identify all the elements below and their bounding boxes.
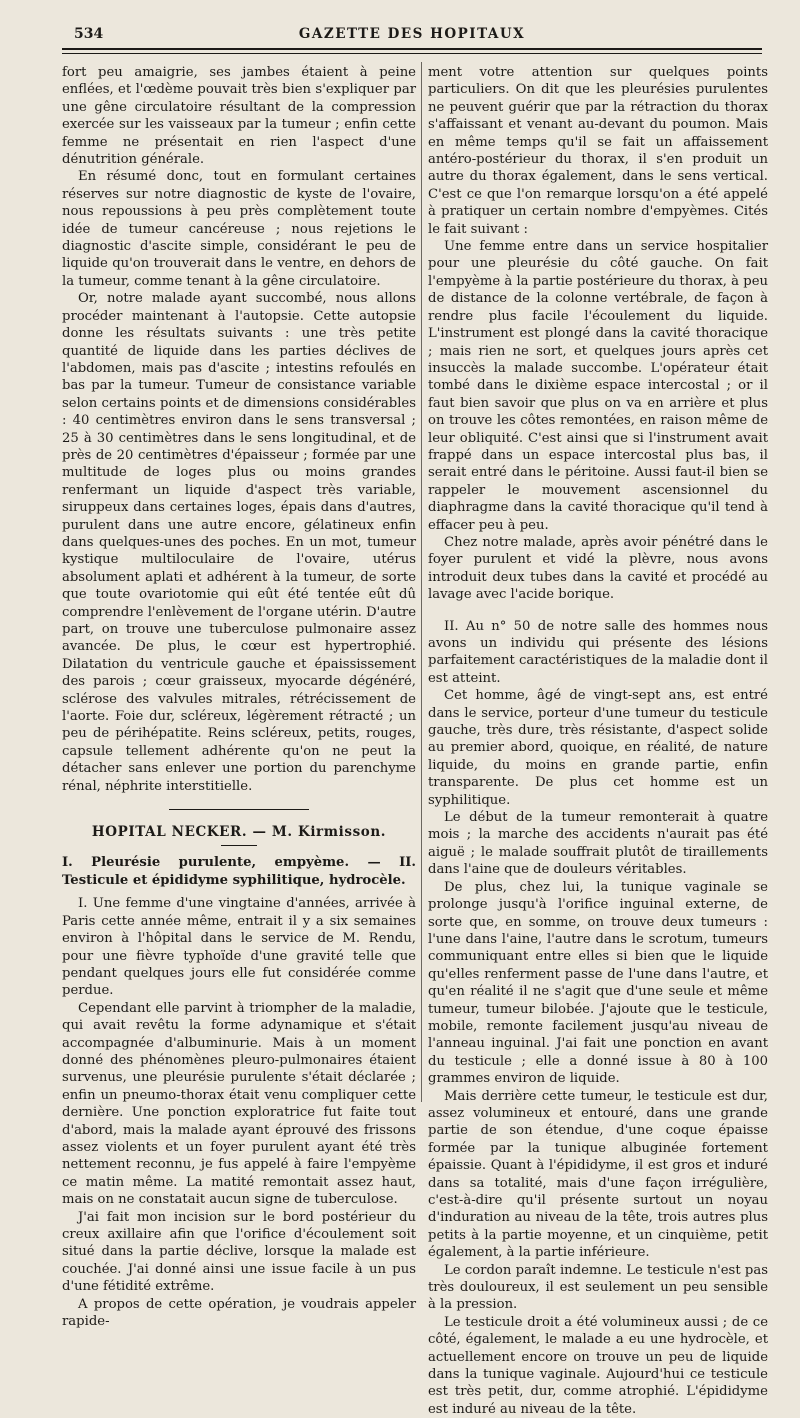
paragraph: II. Au n° 50 de notre salle des hommes nous avons un individu qui présente des lésions parfaitement caractéristiques de la maladie dont il est atteint. xyxy=(428,618,768,686)
page-header xyxy=(62,26,762,46)
section-title: HOPITAL NECKER. — M. Kirmisson. xyxy=(91,824,387,841)
paragraph: Le début de la tumeur remonterait à quatre mois ; la marche des accidents n'aurait pas été aiguë ; le malade souffrait plutôt de tiraillements dans l'aine que de douleurs véritables. xyxy=(428,810,768,878)
column-divider xyxy=(421,62,422,1102)
paragraph: Cet homme, âgé de vingt-sept ans, est entré dans le service, porteur d'une tumeur du testicule gauche, très dure, très résistante, d'aspect solide au premier abord, quoique, en réalité, de nature liquide, du moins en grande partie, enfin transparente. De plus cet homme est un syphilitique. xyxy=(428,688,768,808)
header-rule-thin xyxy=(62,53,762,54)
paragraph: Le testicule droit a été volumineux aussi ; de ce côté, également, le malade a eu une hydrocèle, et actuellement encore on trouve un peu de liquide dans la tunique vaginale. Aujourd'hui ce testicule est très petit, dur, comme atrophié. L'épididyme est induré au niveau de la tête. xyxy=(428,1314,768,1417)
paragraph: Cependant elle parvint à triompher de la maladie, qui avait revêtu la forme adynamique et s'était accompagnée d'albuminurie. Mais à un moment donné des phénomènes pleuro-pulmonaires étaient survenus, une pleurésie purulente s'était déclarée ; enfin un pneumo-thorax était venu compliquer cette dernière. Une ponction exploratrice fut faite tout d'abord, mais la malade ayant éprouvé des frissons assez violents et un foyer purulent ayant été très nettement reconnu, je fus appelé à faire l'empyème ce matin même. La matité remontait assez haut, mais on ne constatait aucun signe de tuberculose. xyxy=(62,1000,416,1208)
header-rule-thick xyxy=(62,48,762,50)
paragraph: I. Une femme d'une vingtaine d'années, arrivée à Paris cette année même, entrait il y a six semaines environ à l'hôpital dans le service de M. Rendu, pour une fièvre typhoïde d'une gravité telle que pendant quelques jours elle fut considérée comme perdue. xyxy=(62,896,416,999)
paragraph: J'ai fait mon incision sur le bord postérieur du creux axillaire afin que l'orifice d'écoulement soit situé dans la partie déclive, lorsque la malade est couchée. J'ai donné ainsi une issue facile à un pus d'une fétidité extrême. xyxy=(62,1209,416,1295)
left-column xyxy=(62,64,416,1330)
paragraph: Une femme entre dans un service hospitalier pour une pleurésie du côté gauche. On fait l'empyème à la partie postérieure du thorax, à peu de distance de la colonne vertébrale, de façon à rendre plus facile l'écoulement du liquide. L'instrument est plongé dans la cavité thoracique ; mais rien ne sort, et quelques jours après cet insuccès la malade succombe. L'opérateur était tombé dans le dixième espace intercostal ; or il faut bien savoir que plus on va en arrière et plus on trouve les côtes remontées, en raison même de leur obliquité. C'est ainsi que si l'instrument avait frappé dans un espace intercostal plus bas, il serait entré dans le péritoine. Aussi faut-il bien se rappeler le mouvement ascensionnel du diaphragme dans la cavité thoracique qu'il tend à effacer peu à peu. xyxy=(428,239,768,533)
running-title: GAZETTE DES HOPITAUX xyxy=(298,26,526,42)
paragraph: Mais derrière cette tumeur, le testicule est dur, assez volumineux et entouré, dans une grande partie de son étendue, d'une coque épaisse formée par la tunique albuginée fortement épaissie. Quant à l'épididyme, il est gros et induré dans sa totalité, mais d'une façon irrégulière, c'est-à-dire qu'il présente surtout un noyau d'induration au niveau de la tête, trois autres plus petits à la partie moyenne, et un cinquième, petit également, à la partie inférieure. xyxy=(428,1088,768,1261)
paragraph: De plus, chez lui, la tunique vaginale se prolonge jusqu'à l'orifice inguinal externe, de sorte que, en somme, on trouve deux tumeurs : l'une dans l'aine, l'autre dans le scrotum, tumeurs communiquant entre elles si bien que le liquide qu'elles renferment passe de l'une dans l'autre, et qu'en réalité il ne s'agit que d'une seule et même tumeur, tumeur bilobée. J'ajoute que le testicule, mobile, remonte facilement jusqu'au niveau de l'anneau inguinal. J'ai fait une ponction en avant du testicule ; elle a donné issue à 80 à 100 grammes environ de liquide. xyxy=(428,879,768,1087)
right-column xyxy=(428,64,768,1417)
paragraph: Le cordon paraît indemne. Le testicule n'est pas très douloureux, il est seulement un peu sensible à la pression. xyxy=(428,1262,768,1313)
paragraph: Chez notre malade, après avoir pénétré dans le foyer purulent et vidé la plèvre, nous avons introduit deux tubes dans la cavité et procédé au lavage avec l'acide borique. xyxy=(428,534,768,603)
section-subtitle: I. Pleurésie purulente, empyème. — II. Testicule et épididyme syphilitique, hydrocèle. xyxy=(62,855,416,888)
paragraph: ment votre attention sur quelques points particuliers. On dit que les pleurésies purulentes ne peuvent guérir que par la rétraction du thorax s'affaissant et venant au-devant du poumon. Mais en même temps qu'il se fait un affaissement antéro-postérieur du thorax, il s'en produit un autre du thorax également, dans le sens vertical. C'est ce que l'on remarque lorsqu'on a été appelé à pratiquer un certain nombre d'empyèmes. Cités le fait suivant : xyxy=(428,65,768,237)
paragraph-gap xyxy=(428,604,768,618)
paragraph: fort peu amaigrie, ses jambes étaient à peine enflées, et l'œdème pouvait très bien s'expliquer par une gêne circulatoire résultant de la compression exercée sur les vaisseaux par la tumeur ; enfin cette femme ne présentait en rien l'aspect d'une dénutrition générale. xyxy=(62,65,416,168)
paragraph: En résumé donc, tout en formulant certaines réserves sur notre diagnostic de kyste de l'ovaire, nous repoussions à peu près complètement toute idée de tumeur cancéreuse ; nous rejetions le diagnostic d'ascite simple, considérant le peu de liquide qu'on trouverait dans le ventre, en dehors de la tumeur, comme tenant à la gêne circulatoire. xyxy=(62,169,416,289)
section-title-rule xyxy=(221,845,257,846)
page-number: 534 xyxy=(74,26,104,42)
paragraph: A propos de cette opération, je voudrais appeler rapide- xyxy=(62,1296,416,1330)
paragraph: Or, notre malade ayant succombé, nous allons procéder maintenant à l'autopsie. Cette autopsie donne les résultats suivants : une très petite quantité de liquide dans les parties déclives de l'abdomen, mais pas d'ascite ; intestins refoulés en bas par la tumeur. Tumeur de consistance variable selon certains points et de dimensions considérables : 40 centimètres environ dans le sens transversal ; 25 à 30 centimètres dans le sens longitudinal, et de près de 20 centimètres d'épaisseur ; formée par une multitude de loges plus ou moins grandes renfermant un liquide d'aspect très variable, siruppeux dans certaines loges, épais dans d'autres, purulent dans une autre encore, gélatineux enfin dans quelques-unes des poches. En un mot, tumeur kystique multiloculaire de l'ovaire, utérus absolument aplati et adhérent à la tumeur, de sorte que toute ovariotomie qui eût été tentée eût dû comprendre l'enlèvement de l'organe utérin. D'autre part, on trouve une tuberculose pulmonaire assez avancée. De plus, le cœur est hypertrophié. Dilatation du ventricule gauche et épaississement des parois ; cœur graisseux, myocarde dégénéré, sclérose des valvules mitrales, rétrécissement de l'aorte. Foie dur, scléreux, légèrement rétracté ; un peu de périhépatite. Reins scléreux, petits, rouges, capsule tellement adhérente qu'on ne peut la détacher sans enlever une portion du parenchyme rénal, néphrite interstitielle. xyxy=(62,291,416,794)
section-divider xyxy=(169,809,309,810)
